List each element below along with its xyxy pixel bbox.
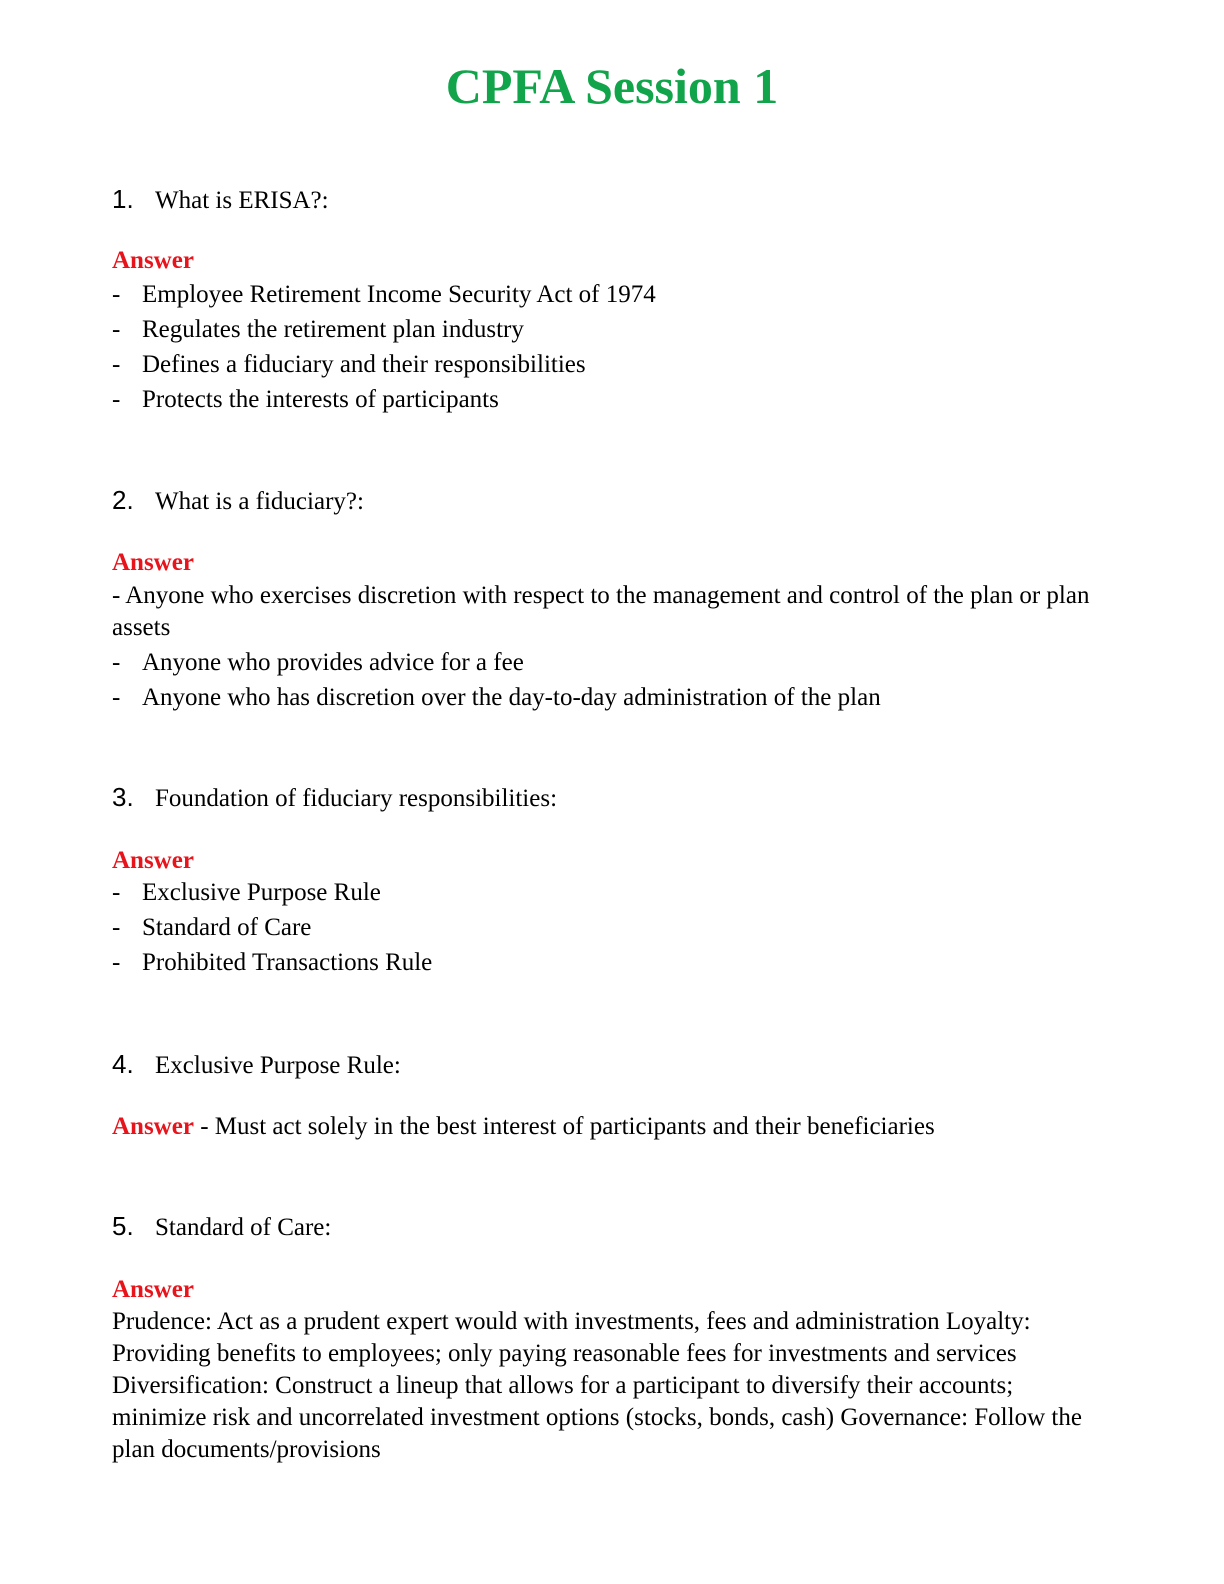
question-number: 3. xyxy=(112,782,134,812)
question-text: What is a fiduciary?: xyxy=(155,488,364,515)
answer-label: Answer xyxy=(112,1113,194,1140)
question-3 xyxy=(112,782,557,814)
answer-3-list xyxy=(112,875,432,980)
question-text: Foundation of fiduciary responsibilities: xyxy=(155,785,558,812)
question-text: Exclusive Purpose Rule: xyxy=(155,1052,401,1079)
answer-2-list xyxy=(112,645,881,715)
question-number: 4. xyxy=(112,1049,134,1079)
answer-label: Answer xyxy=(112,549,194,576)
answer-5-text: Prudence: Act as a prudent expert would with investments, fees and administration Loyalty: Providing benefits to employees; only paying reasonable fees for investments and services Diversification: Construct a lineup that allows for a participant to diversify their accounts; minimize risk and uncorrelated investment options (stocks, bonds, cash) Governance: Follow the plan documents/provisions xyxy=(112,1308,1082,1463)
question-2 xyxy=(112,485,364,517)
list-item: - Defines a fiduciary and their responsibilities xyxy=(112,351,586,378)
answer-label: Answer xyxy=(112,847,194,874)
answer-4 xyxy=(112,1112,935,1142)
answer-label: Answer xyxy=(112,1276,194,1303)
list-item: - Regulates the retirement plan industry xyxy=(112,316,524,343)
answer-1-list xyxy=(112,277,656,417)
list-item: - Anyone who provides advice for a fee xyxy=(112,649,524,676)
question-text: Standard of Care: xyxy=(155,1214,332,1241)
question-number: 1. xyxy=(112,184,134,214)
list-item: - Anyone who has discretion over the day-to-day administration of the plan xyxy=(112,684,881,711)
list-item: - Employee Retirement Income Security Act of 1974 xyxy=(112,281,656,308)
answer-2-first-line: - Anyone who exercises discretion with respect to the management and control of the plan or plan assets xyxy=(112,582,1090,641)
list-item: - Prohibited Transactions Rule xyxy=(112,949,433,976)
page-title: CPFA Session 1 xyxy=(445,58,779,114)
list-item: - Exclusive Purpose Rule xyxy=(112,879,381,906)
question-number: 2. xyxy=(112,485,134,515)
answer-text: - Must act solely in the best interest of participants and their beneficiaries xyxy=(193,1113,935,1140)
list-item: - Standard of Care xyxy=(112,914,312,941)
question-1 xyxy=(112,184,329,216)
question-4 xyxy=(112,1049,401,1081)
list-item: - Protects the interests of participants xyxy=(112,386,499,413)
answer-label: Answer xyxy=(112,247,194,274)
question-5 xyxy=(112,1211,331,1243)
question-number: 5. xyxy=(112,1211,134,1241)
question-text: What is ERISA?: xyxy=(155,187,329,214)
